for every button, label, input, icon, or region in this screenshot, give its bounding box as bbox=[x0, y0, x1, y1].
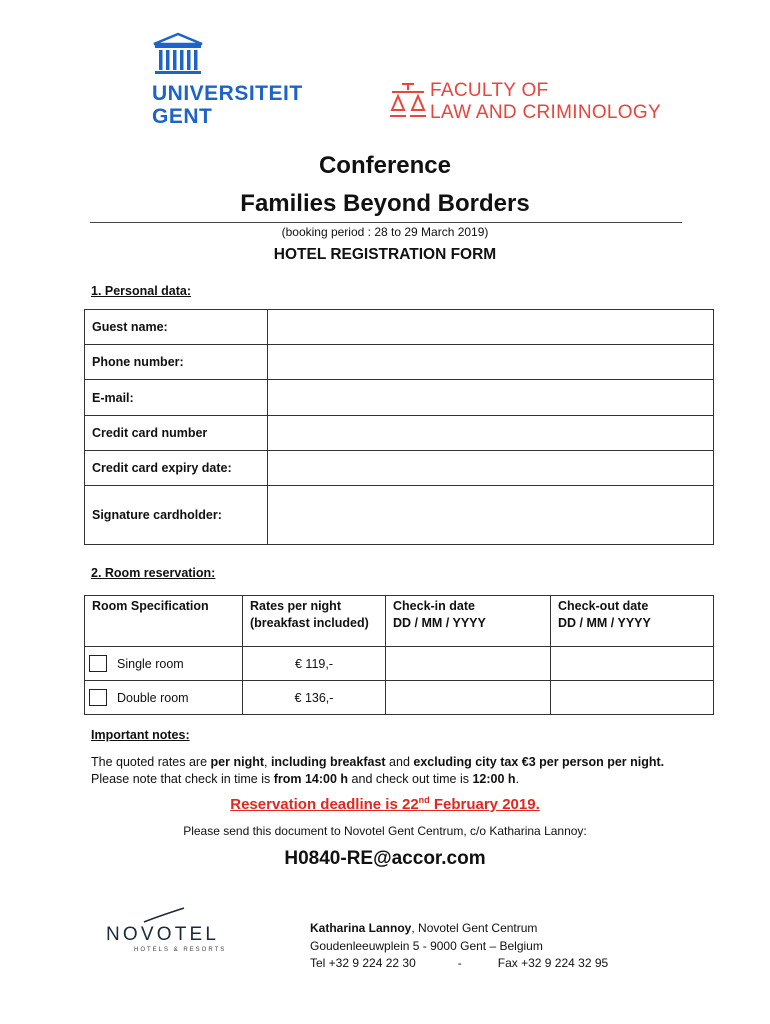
single-room-label: Single room bbox=[117, 656, 184, 671]
credit-card-number-label: Credit card number bbox=[85, 416, 268, 451]
conference-label: Conference bbox=[318, 152, 452, 179]
signature-cardholder-field[interactable] bbox=[268, 486, 714, 545]
credit-card-number-field[interactable] bbox=[268, 416, 714, 451]
send-instructions: Please send this document to Novotel Gent Centrum, c/o Katharina Lannoy: bbox=[183, 824, 587, 838]
credit-card-expiry-label: Credit card expiry date: bbox=[85, 451, 268, 486]
table-row bbox=[85, 647, 714, 681]
single-room-cell bbox=[85, 647, 243, 681]
form-title: HOTEL REGISTRATION FORM bbox=[273, 246, 497, 263]
booking-period: (booking period : 28 to 29 March 2019) bbox=[281, 225, 489, 239]
table-row bbox=[85, 416, 714, 451]
title-divider bbox=[90, 222, 682, 223]
checkin-header: Check-in date DD / MM / YYYY bbox=[386, 596, 551, 647]
phone-number-field[interactable] bbox=[268, 345, 714, 380]
novotel-logo bbox=[104, 906, 244, 961]
important-notes-heading: Important notes: bbox=[91, 728, 190, 742]
room-spec-header: Room Specification bbox=[85, 596, 243, 647]
personal-data-table bbox=[84, 309, 714, 545]
faculty-logo bbox=[388, 80, 688, 130]
conference-title: Families Beyond Borders bbox=[240, 190, 530, 217]
double-room-checkin-field[interactable] bbox=[386, 681, 551, 715]
university-name: UNIVERSITEIT GENT bbox=[152, 82, 303, 128]
single-room-checkin-field[interactable] bbox=[386, 647, 551, 681]
double-room-checkout-field[interactable] bbox=[551, 681, 714, 715]
credit-card-expiry-field[interactable] bbox=[268, 451, 714, 486]
email-label: E-mail: bbox=[85, 380, 268, 416]
phone-number-label: Phone number: bbox=[85, 345, 268, 380]
contact-email[interactable]: H0840-RE@accor.com bbox=[284, 848, 486, 869]
contact-name-row: Katharina Lannoy, Novotel Gent Centrum bbox=[310, 921, 538, 935]
table-row bbox=[85, 380, 714, 416]
guest-name-label: Guest name: bbox=[85, 310, 268, 345]
reservation-deadline: Reservation deadline is 22nd February 2019. bbox=[230, 795, 540, 813]
novotel-name: NOVOTEL bbox=[106, 924, 220, 945]
contact-phone-fax: Tel +32 9 224 22 30 - Fax +32 9 224 32 95 bbox=[310, 956, 609, 970]
checkout-header: Check-out date DD / MM / YYYY bbox=[551, 596, 714, 647]
scales-of-justice-icon bbox=[388, 80, 428, 122]
important-notes-text: The quoted rates are per night, including breakfast and excluding city tax €3 per person per night. Please note that check in time is from 14:00 h and check out time is 12:00 h. bbox=[91, 755, 665, 786]
table-row bbox=[85, 451, 714, 486]
single-room-checkbox[interactable] bbox=[89, 655, 107, 672]
double-room-rate: € 136,- bbox=[243, 681, 386, 715]
single-room-rate: € 119,- bbox=[243, 647, 386, 681]
room-reservation-heading: 2. Room reservation: bbox=[91, 566, 216, 580]
table-header-row bbox=[85, 596, 714, 647]
room-reservation-table bbox=[84, 595, 714, 715]
novotel-subtitle: HOTELS & RESORTS bbox=[134, 947, 227, 953]
single-room-checkout-field[interactable] bbox=[551, 647, 714, 681]
universiteit-gent-logo bbox=[152, 32, 303, 132]
guest-name-field[interactable] bbox=[268, 310, 714, 345]
table-row bbox=[85, 681, 714, 715]
double-room-label: Double room bbox=[117, 690, 189, 705]
personal-data-heading: 1. Personal data: bbox=[91, 284, 192, 298]
table-row bbox=[85, 486, 714, 545]
table-row bbox=[85, 310, 714, 345]
contact-address: Goudenleeuwplein 5 - 9000 Gent – Belgium bbox=[310, 938, 543, 953]
signature-cardholder-label: Signature cardholder: bbox=[85, 486, 268, 545]
faculty-name: FACULTY OF LAW AND CRIMINOLOGY bbox=[430, 80, 661, 123]
email-field[interactable] bbox=[268, 380, 714, 416]
table-row bbox=[85, 345, 714, 380]
contact-block bbox=[310, 920, 608, 973]
rates-header: Rates per night (breakfast included) bbox=[243, 596, 386, 647]
double-room-cell bbox=[85, 681, 243, 715]
double-room-checkbox[interactable] bbox=[89, 689, 107, 706]
novotel-swoosh-icon bbox=[104, 906, 244, 926]
university-building-icon bbox=[152, 32, 204, 78]
